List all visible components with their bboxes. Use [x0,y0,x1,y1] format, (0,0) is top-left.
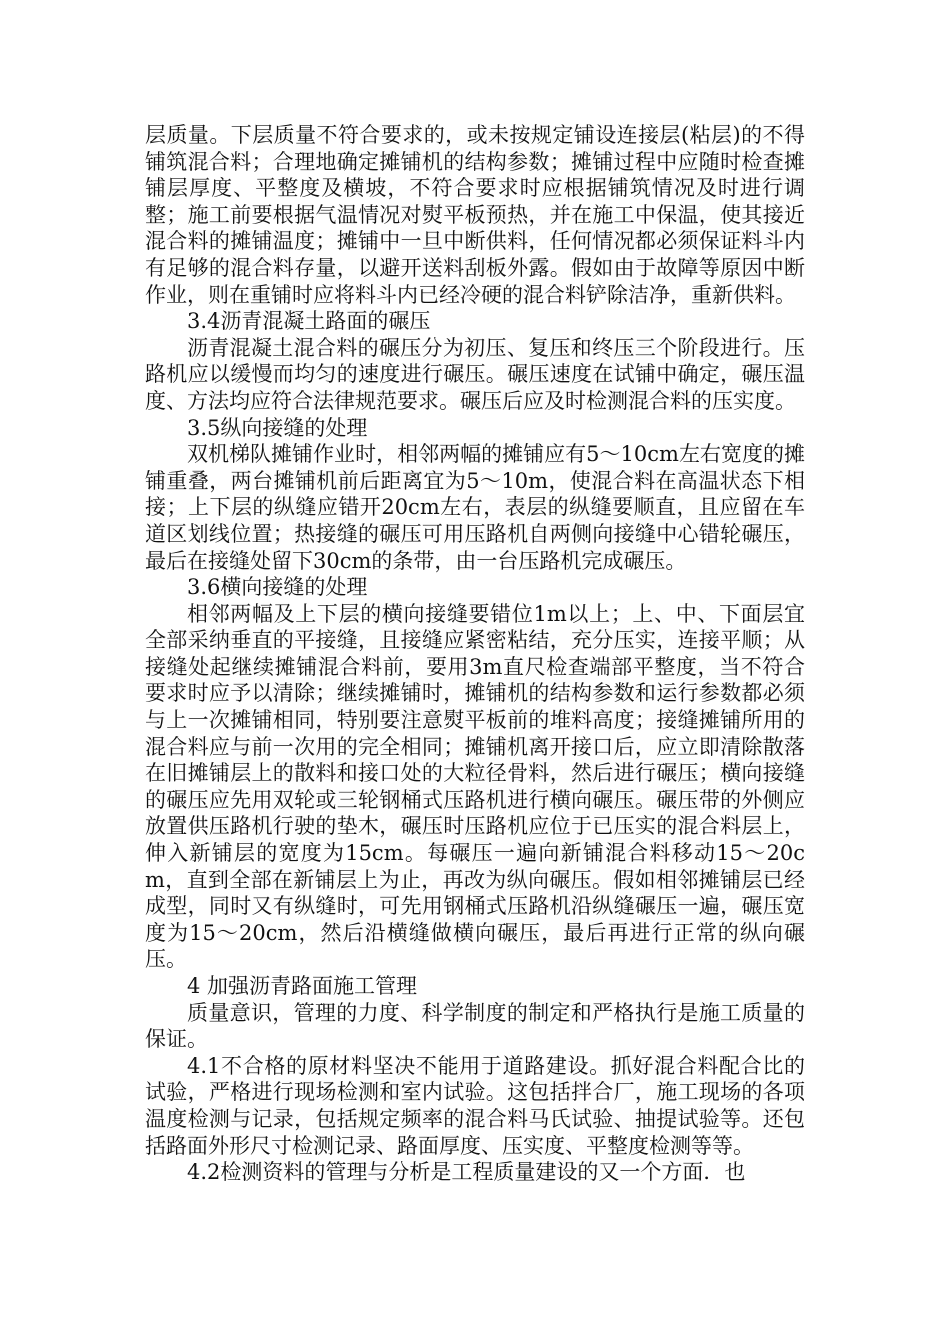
section-heading-4: 4 加强沥青路面施工管理 [187,974,418,998]
section-heading-3-5: 3.5纵向接缝的处理 [187,415,368,440]
body-paragraph: 质量意识，管理的力度、科学制度的制定和严格执行是施工质量的保证。 [145,1000,805,1052]
body-paragraph: 相邻两幅及上下层的横向接缝要错位1m以上；上、中、下面层宜全部采纳垂直的平接缝，且接缝应紧密粘结，充分压实，连接平顺；从接缝处起继续摊铺混合料前，要用3m直尺检查端部平整度，当不符合要求时应予以清除；继续摊铺时，摊铺机的结构参数和运行参数都必须与上一次摊铺相同，特别要注意熨平板前的堆料高度；接缝摊铺所用的混合料应与前一次用的完全相同；摊铺机离开接口后，应立即清除散落在旧摊铺层上的散料和接口处的大粒径骨料，然后进行碾压；横向接缝的碾压应先用双轮或三轮钢桶式压路机进行横向碾压。碾压带的外侧应放置供压路机行驶的垫木，碾压时压路机应位于已压实的混合料层上，伸入新铺层的宽度为15cm。每碾压一遍向新铺混合料移动15～20cm，直到全部在新铺层上为止，再改为纵向碾压。假如相邻摊铺层已经成型，同时又有纵缝时，可先用钢桶式压路机沿纵缝碾压一遍，碾压宽度为15～20cm，然后沿横缝做横向碾压，最后再进行正常的纵向碾压。 [145,601,805,972]
section-heading-3-6: 3.6横向接缝的处理 [187,575,368,600]
body-paragraph: 4.2检测资料的管理与分析是工程质量建设的又一个方面．也 [187,1160,746,1185]
body-paragraph: 层质量。下层质量不符合要求的，或未按规定铺设连接层(粘层)的不得铺筑混合料；合理地确定摊铺机的结构参数；摊铺过程中应随时检查摊铺层厚度、平整度及横坡，不符合要求时应根据铺筑情况及时进行调整；施工前要根据气温情况对熨平板预热，并在施工中保温，使其接近混合料的摊铺温度；摊铺中一旦中断供料，任何情况都必须保证料斗内有足够的混合料存量，以避开送料刮板外露。假如由于故障等原因中断作业，则在重铺时应将料斗内已经冷硬的混合料铲除洁净，重新供料。 [145,123,805,307]
body-paragraph: 双机梯队摊铺作业时，相邻两幅的摊铺应有5～10cm左右宽度的摊铺重叠，两台摊铺机前后距离宜为5～10m，使混合料在高温状态下相接；上下层的纵缝应错开20cm左右，表层的纵缝要顺直，且应留在车道区划线位置；热接缝的碾压可用压路机自两侧向接缝中心错轮碾压，最后在接缝处留下30cm的条带，由一台压路机完成碾压。 [145,442,805,573]
body-paragraph: 4.1不合格的原材料坚决不能用于道路建设。抓好混合料配合比的试验，严格进行现场检测和室内试验。这包括拌合厂，施工现场的各项温度检测与记录，包括规定频率的混合料马氏试验、抽提试验等。还包括路面外形尺寸检测记录、路面厚度、压实度、平整度检测等等。 [145,1053,805,1158]
body-paragraph: 沥青混凝土混合料的碾压分为初压、复压和终压三个阶段进行。压路机应以缓慢而均匀的速度进行碾压。碾压速度在试铺中确定，碾压温度、方法均应符合法律规范要求。碾压后应及时检测混合料的压实度。 [145,335,805,413]
section-heading-3-4: 3.4沥青混凝土路面的碾压 [187,309,431,334]
document-page [145,122,805,1186]
